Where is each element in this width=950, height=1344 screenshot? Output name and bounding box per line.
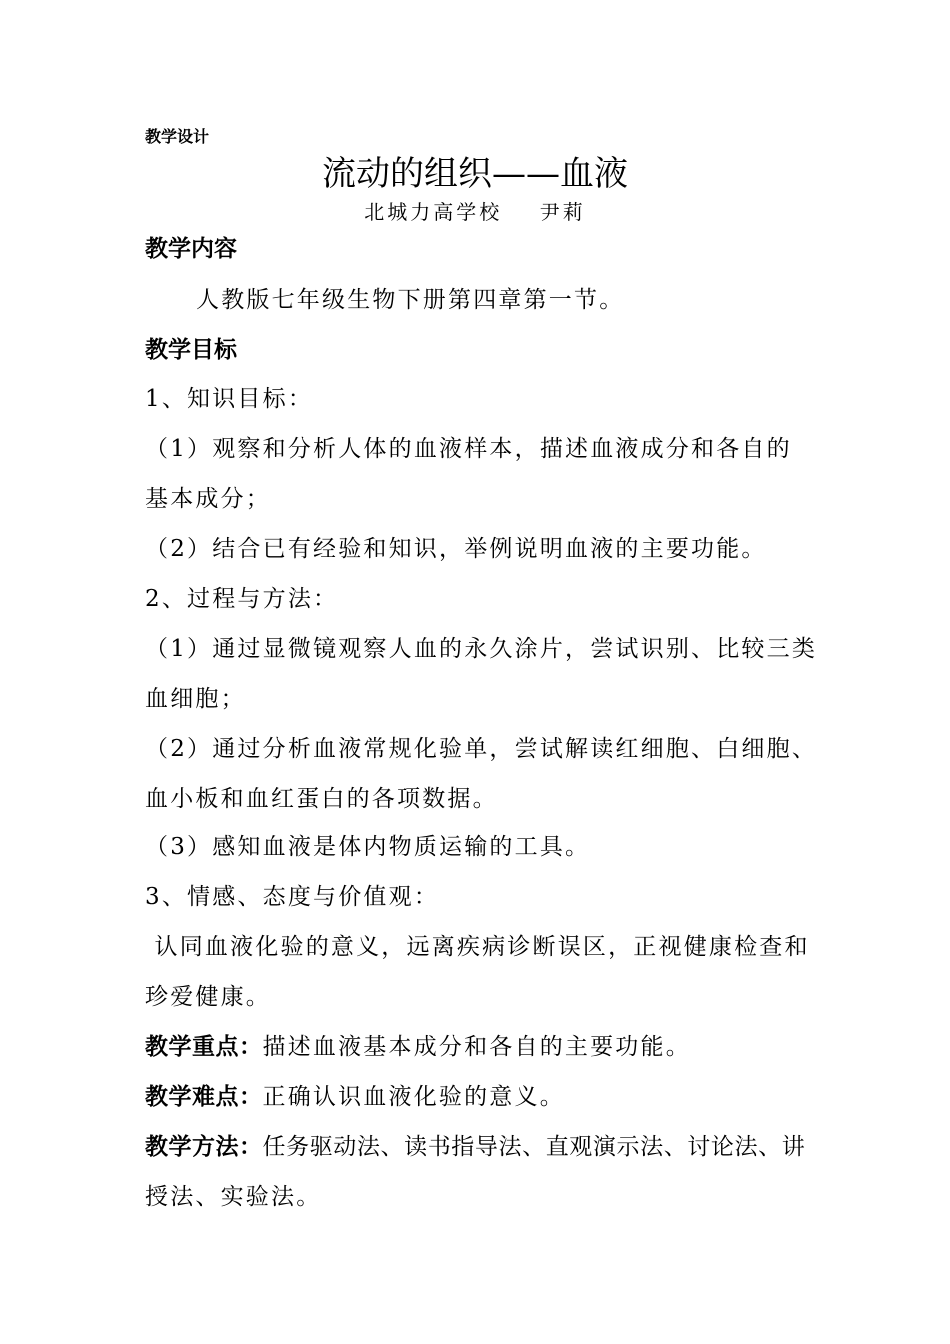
difficulty-label: 教学难点： [145, 1084, 263, 1110]
document-tag: 教学设计 [145, 127, 210, 146]
methods-line-1: 任务驱动法、读书指导法、直观演示法、讨论法、讲 [262, 1134, 806, 1160]
process-item-1-line-2: 血细胞； [145, 686, 246, 712]
page-title: 流动的组织——血液 [322, 154, 628, 194]
key-point-text: 描述血液基本成分和各自的主要功能。 [262, 1034, 691, 1060]
methods-label: 教学方法： [145, 1134, 263, 1160]
emotion-objective-title: 3、情感、态度与价值观： [145, 884, 440, 910]
section-heading-content: 教学内容 [145, 236, 237, 262]
author-byline: 北城力高学校 尹莉 [364, 200, 586, 224]
knowledge-item-1-line-1: （1）观察和分析人体的血液样本，描述血液成分和各自的 [145, 436, 792, 462]
emotion-line-1: 认同血液化验的意义，远离疾病诊断误区，正视健康检查和 [145, 934, 810, 960]
knowledge-objective-title: 1、知识目标： [145, 386, 314, 412]
methods-row [145, 1132, 810, 1162]
difficulty-row [145, 1082, 810, 1112]
process-item-1-line-1: （1）通过显微镜观察人血的永久涂片，尝试识别、比较三类 [145, 636, 818, 662]
key-point-label: 教学重点： [145, 1034, 263, 1060]
process-item-3: （3）感知血液是体内物质运输的工具。 [145, 834, 591, 860]
knowledge-item-2: （2）结合已有经验和知识，举例说明血液的主要功能。 [145, 536, 767, 562]
process-item-2-line-2: 血小板和血红蛋白的各项数据。 [145, 786, 498, 812]
process-objective-title: 2、过程与方法： [145, 586, 339, 612]
difficulty-text: 正确认识血液化验的意义。 [262, 1084, 565, 1110]
content-text: 人教版七年级生物下册第四章第一节。 [196, 287, 625, 313]
methods-line-2: 授法、实验法。 [145, 1184, 322, 1210]
knowledge-item-1-line-2: 基本成分； [145, 486, 271, 512]
section-heading-objectives: 教学目标 [145, 337, 237, 363]
emotion-line-2: 珍爱健康。 [145, 984, 271, 1010]
process-item-2-line-1: （2）通过分析血液常规化验单，尝试解读红细胞、白细胞、 [145, 736, 818, 762]
key-point-row [145, 1032, 810, 1062]
